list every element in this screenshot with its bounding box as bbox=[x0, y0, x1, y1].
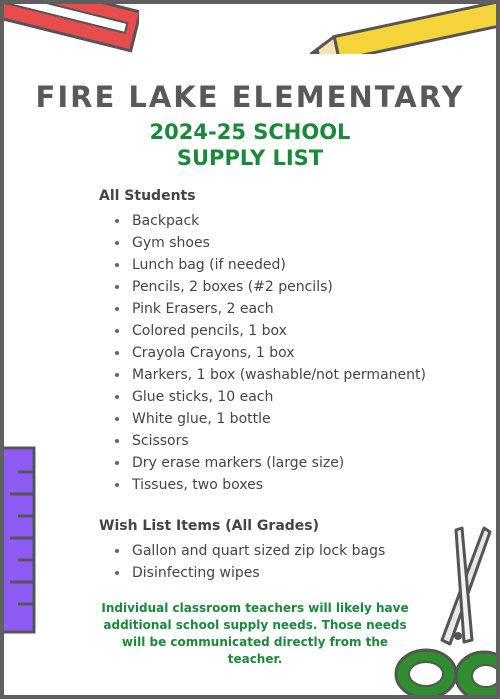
teacher-note: Individual classroom teachers will likely have additional school supply needs. Those needs will be communicated directly from the teacher. bbox=[101, 601, 409, 666]
all-students-list bbox=[112, 210, 426, 496]
list-item: • Markers, 1 box (washable/not permanent) bbox=[130, 364, 426, 386]
subtitle-line-2: SUPPLY LIST bbox=[176, 146, 324, 170]
list-item: • Gallon and quart sized zip lock bags bbox=[130, 540, 385, 562]
wish-list-heading: Wish List Items (All Grades) bbox=[99, 518, 320, 534]
list-item: • Scissors bbox=[130, 430, 426, 452]
list-item: • Tissues, two boxes bbox=[130, 474, 426, 496]
subtitle-line-1: 2024-25 SCHOOL bbox=[149, 120, 351, 144]
list-item: • Crayola Crayons, 1 box bbox=[130, 342, 426, 364]
list-item: • Disinfecting wipes bbox=[130, 562, 385, 584]
list-item: • Glue sticks, 10 each bbox=[130, 386, 426, 408]
pencil-icon bbox=[294, 4, 496, 54]
list-item: • Pink Erasers, 2 each bbox=[130, 298, 426, 320]
list-item: • Backpack bbox=[130, 210, 426, 232]
page-title: FIRE LAKE ELEMENTARY bbox=[35, 80, 465, 114]
all-students-heading: All Students bbox=[99, 188, 196, 204]
list-item: • Gym shoes bbox=[130, 232, 426, 254]
wish-list bbox=[112, 540, 385, 584]
book-icon bbox=[4, 4, 139, 66]
list-item: • Lunch bag (if needed) bbox=[130, 254, 426, 276]
list-item: • Dry erase markers (large size) bbox=[130, 452, 426, 474]
ruler-icon bbox=[4, 446, 38, 636]
list-item: • White glue, 1 bottle bbox=[130, 408, 426, 430]
list-item: • Pencils, 2 boxes (#2 pencils) bbox=[130, 276, 426, 298]
list-item: • Colored pencils, 1 box bbox=[130, 320, 426, 342]
